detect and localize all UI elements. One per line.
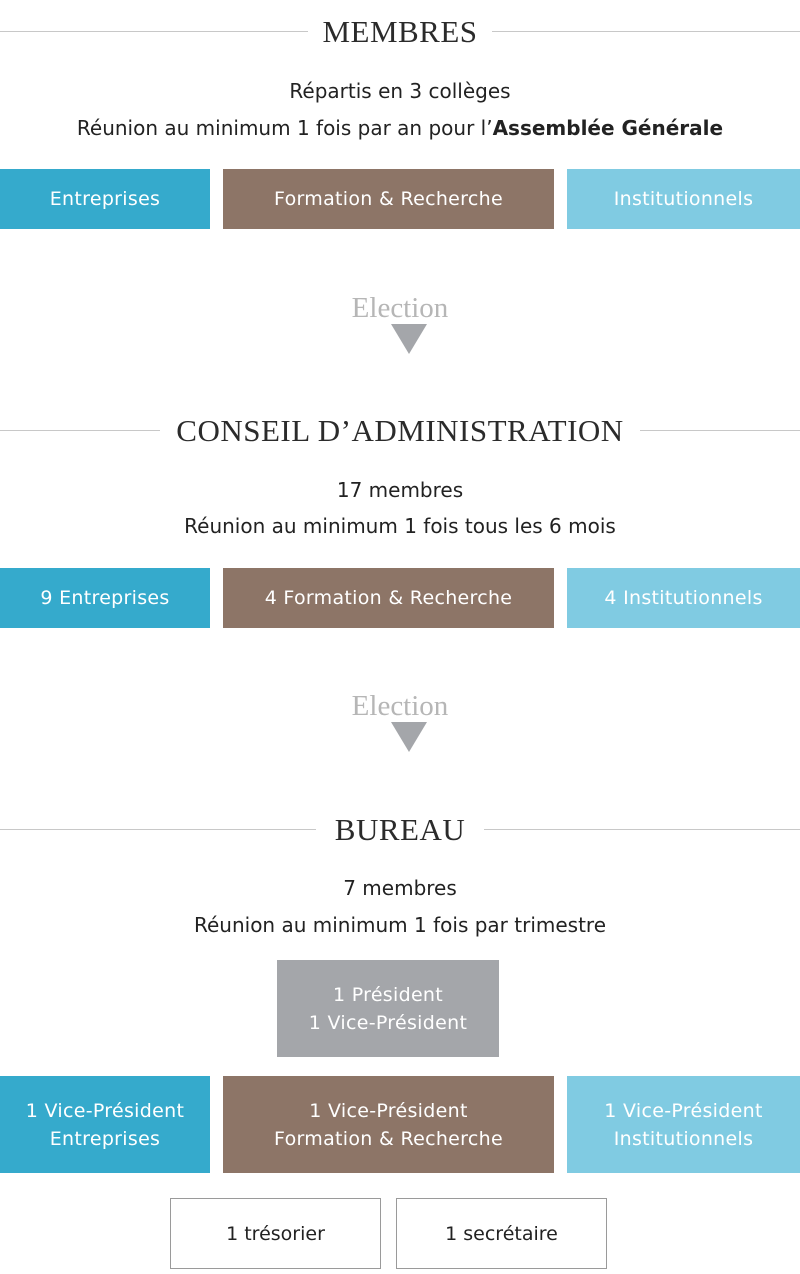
membres-institutionnels-box bbox=[567, 169, 800, 229]
membres-formation-label: Formation & Recherche bbox=[274, 188, 503, 210]
conseil-formation-label: 4 Formation & Recherche bbox=[264, 587, 513, 609]
membres-entreprises-box bbox=[0, 169, 210, 229]
conseil-entreprises-box bbox=[0, 568, 210, 628]
vp-formation-college: Formation & Recherche bbox=[274, 1127, 503, 1150]
president-box bbox=[277, 960, 499, 1057]
vp-formation-role: 1 Vice-Président bbox=[309, 1099, 468, 1122]
membres-entreprises-label: Entreprises bbox=[49, 188, 161, 210]
vp-entreprises-box bbox=[0, 1076, 210, 1173]
vp-institutionnels-college: Institutionnels bbox=[613, 1127, 754, 1150]
bureau-title: BUREAU bbox=[334, 812, 466, 847]
secretaire-box bbox=[396, 1198, 607, 1269]
secretaire-label: 1 secrétaire bbox=[445, 1222, 558, 1245]
membres-description-2-text: Réunion au minimum 1 fois par an pour l’ bbox=[76, 116, 493, 140]
vp-formation-box bbox=[223, 1076, 554, 1173]
membres-formation-box bbox=[223, 169, 554, 229]
conseil-institutionnels-label: 4 Institutionnels bbox=[604, 587, 763, 609]
vp-entreprises-role: 1 Vice-Président bbox=[25, 1099, 185, 1122]
conseil-description-2: Réunion au minimum 1 fois tous les 6 mois bbox=[184, 514, 616, 538]
vp-institutionnels-role: 1 Vice-Président bbox=[604, 1099, 763, 1122]
vice-president-label: 1 Vice-Président bbox=[308, 1011, 468, 1034]
vp-entreprises-college: Entreprises bbox=[49, 1127, 161, 1150]
membres-description-2 bbox=[0, 115, 800, 141]
bureau-description-2: Réunion au minimum 1 fois par trimestre bbox=[193, 913, 607, 937]
conseil-formation-box bbox=[223, 568, 554, 628]
assemblee-generale-label: Assemblée Générale bbox=[492, 116, 724, 140]
conseil-institutionnels-box bbox=[567, 568, 800, 628]
membres-title: MEMBRES bbox=[322, 14, 478, 49]
election-label-2: Election bbox=[351, 690, 449, 722]
conseil-entreprises-label: 9 Entreprises bbox=[40, 587, 170, 609]
membres-institutionnels-label: Institutionnels bbox=[613, 188, 754, 210]
bureau-description-1: 7 membres bbox=[343, 876, 457, 900]
election-label-1: Election bbox=[351, 292, 449, 324]
tresorier-label: 1 trésorier bbox=[226, 1222, 325, 1245]
conseil-description-1: 17 membres bbox=[336, 478, 464, 502]
down-arrow-icon bbox=[391, 324, 427, 354]
conseil-title: CONSEIL D’ADMINISTRATION bbox=[176, 413, 624, 448]
down-arrow-icon bbox=[391, 722, 427, 752]
membres-description-1: Répartis en 3 collèges bbox=[289, 79, 511, 103]
tresorier-box bbox=[170, 1198, 381, 1269]
vp-institutionnels-box bbox=[567, 1076, 800, 1173]
president-label: 1 Président bbox=[332, 983, 444, 1006]
